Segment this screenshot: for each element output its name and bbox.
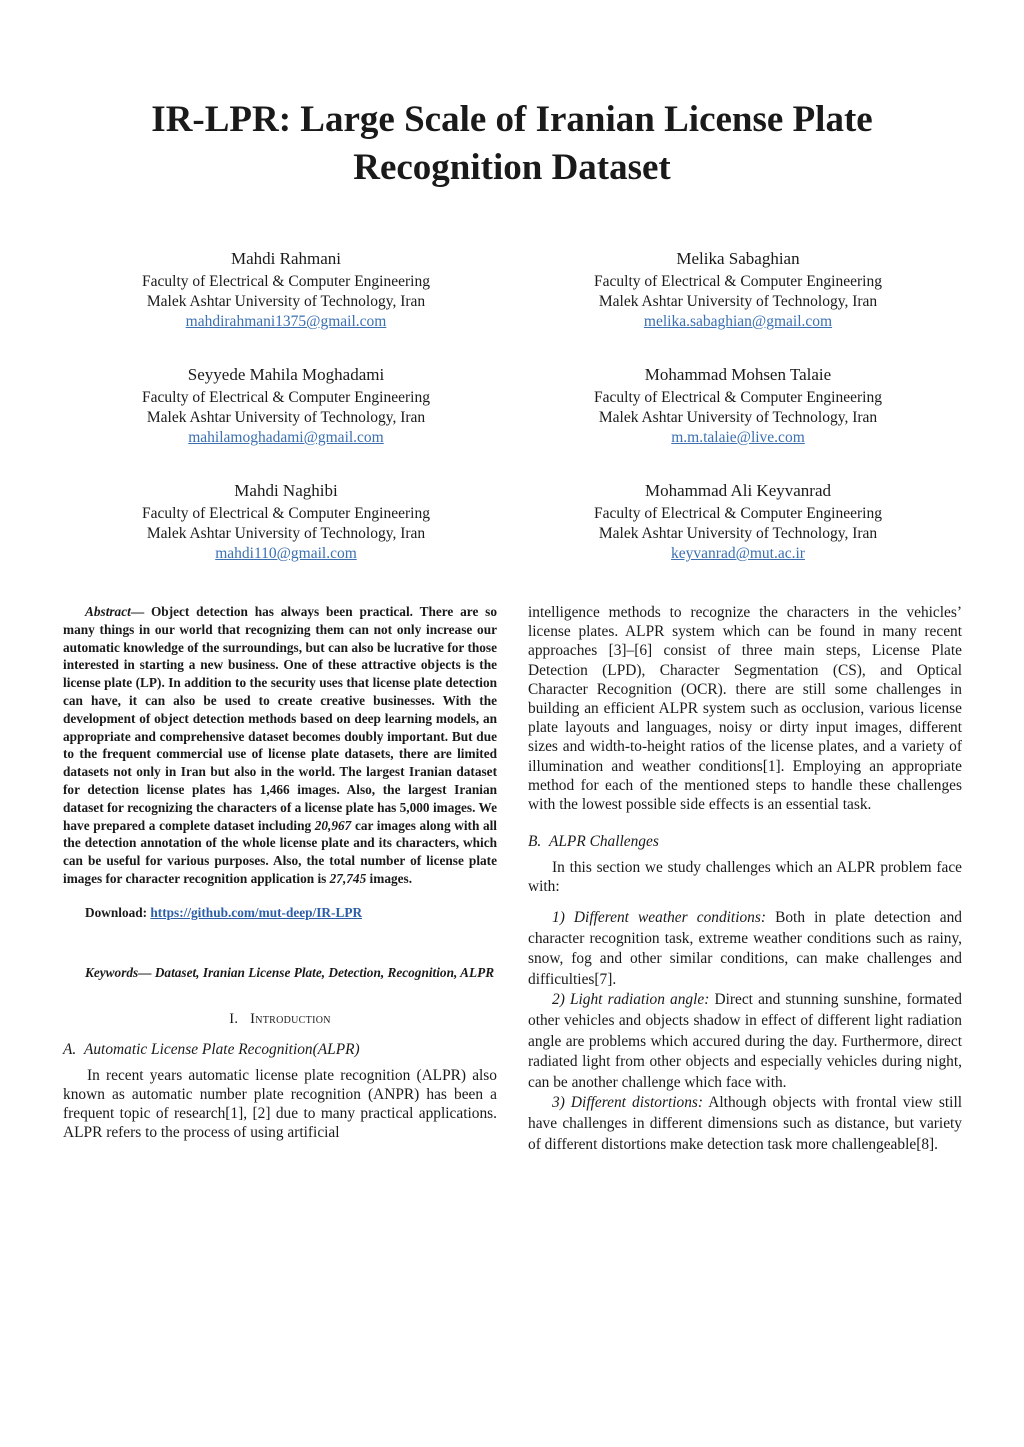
abstract-label: Abstract [85,604,131,619]
challenge-label: 1) Different weather conditions: [552,909,766,927]
author-university: Malek Ashtar University of Technology, Iran [146,525,426,542]
subsection-heading [63,1041,497,1060]
challenge-item [528,1093,962,1155]
author-row [60,248,964,364]
author-name: Mahdi Naghibi [234,481,338,500]
author-name: Mohammad Mohsen Talaie [644,365,832,384]
author-card [60,480,512,596]
section-heading [63,1010,497,1029]
abstract-number: 20,967 [314,817,352,833]
abstract-text: images. [366,870,413,886]
abstract-dash: — [130,604,151,619]
author-email-link[interactable]: mahdi110@gmail.com [215,545,357,562]
subsection-heading [528,832,962,851]
author-name: Mahdi Rahmani [230,249,341,268]
download-link[interactable]: https://github.com/mut-deep/IR-LPR [150,904,363,920]
abstract-number: 27,745 [329,870,367,886]
paper-title: IR-LPR: Large Scale of Iranian License Plate Recognition Dataset [151,99,873,188]
challenge-text: Direct and stunning sunshine, formated other vehicles and objects shadow in effect of different light radiation angle are problems which accured during the day. Furthermore, direct radiated light from other objects and especially vehicles during night, can be another challenge which face with. [528,991,963,1091]
author-name: Seyyede Mahila Moghadami [187,365,385,384]
author-card [512,480,964,596]
subsection-label: A. [63,1040,77,1058]
author-card [512,364,964,480]
author-name: Melika Sabaghian [676,249,800,268]
challenge-label: 2) Light radiation angle: [552,991,710,1009]
right-column [528,603,962,1155]
abstract-text: Object detection has always been practical. There are so many things in our world that recognizing them can not only increase our automatic knowledge of the surroundings, but can also be lucrative for those interested in starting a new business. One of these attractive objects is the license plate (LP). In addition to the security uses that license plate detection can have, it can also be used to create creative businesses. With the development of object detection methods based on deep learning models, an appropriate and comprehensive dataset becomes doubly important. But due to the frequent commercial use of license plate datasets, there are limited datasets not only in Iran but also in the world. The largest Iranian dataset for detection license plates has 1,466 images. Also, the largest Iranian dataset for recognizing the characters of a license plate has 5,000 images. We have prepared a complete dataset including [63,604,497,833]
author-email-link[interactable]: melika.sabaghian@gmail.com [643,313,833,330]
keywords [63,964,497,982]
author-university: Malek Ashtar University of Technology, Iran [598,525,878,542]
subsection-title: Automatic License Plate Recognition(ALPR) [83,1040,360,1058]
author-card [60,364,512,480]
author-card [60,248,512,364]
abstract-text: car images along with all the detection annotation of the whole license plate and its characters, which can be useful for various purposes. Also, the total number of license plate images for character recognition application is [63,817,498,886]
intro-paragraph-continued: intelligence methods to recognize the characters in the vehicles’ license plates. ALPR system which can be found in many recent approaches [3]–[6] consist of three main steps, License Plate Detection (LPD), Character Segmentation (CS), and Optical Character Recognition (OCR). there are still some challenges in building an efficient ALPR system such as occlusion, various license plate layouts and languages, noisy or dirty input images, different sizes and width-to-height ratios of the license plates, and a variety of illumination and weather conditions[1]. Employing an appropriate method for each of the mentioned steps to handle these challenges with the lowest possible side effects is an essential task. [528,604,962,814]
author-row [60,480,964,596]
keywords-label: Keywords— [85,965,155,981]
author-department: Faculty of Electrical & Computer Engineering [142,505,430,522]
author-department: Faculty of Electrical & Computer Engineering [142,273,430,290]
challenges-intro: In this section we study challenges which an ALPR problem face with: [528,858,962,895]
challenge-item [528,908,962,990]
author-department: Faculty of Electrical & Computer Engineering [594,505,882,522]
challenge-label: 3) Different distortions: [552,1094,704,1112]
subsection-title: ALPR Challenges [548,833,659,851]
abstract [63,603,497,888]
section-title: Introduction [250,1011,331,1028]
author-university: Malek Ashtar University of Technology, Iran [146,409,426,426]
author-email-link[interactable]: mahdirahmani1375@gmail.com [185,313,387,330]
left-column [63,603,497,1142]
download-label: Download: [85,904,151,920]
author-university: Malek Ashtar University of Technology, Iran [146,293,426,310]
subsection-label: B. [528,833,542,851]
keywords-text: Dataset, Iranian License Plate, Detection, Recognition, ALPR [154,965,495,981]
author-university: Malek Ashtar University of Technology, Iran [598,293,878,310]
author-department: Faculty of Electrical & Computer Engineering [142,389,430,406]
challenge-text: Although objects with frontal view still have challenges in different dimensions such as distance, but variety of different distortions make detection task more challengeable[8]. [528,1094,962,1153]
author-email-link[interactable]: mahilamoghadami@gmail.com [188,429,384,446]
download-line [63,904,497,923]
author-card [512,248,964,364]
author-block [60,248,964,596]
challenge-text: Both in plate detection and character recognition task, extreme weather conditions such as rainy, snow, fog and other similar conditions, can make challenges and difficulties[7]. [528,909,962,988]
author-name: Mohammad Ali Keyvanrad [644,481,831,500]
author-email-link[interactable]: keyvanrad@mut.ac.ir [671,545,805,562]
section-number: I. [229,1011,239,1028]
author-email-link[interactable]: m.m.talaie@live.com [671,429,805,446]
author-department: Faculty of Electrical & Computer Engineering [594,273,882,290]
author-department: Faculty of Electrical & Computer Engineering [594,389,882,406]
author-row [60,364,964,480]
challenge-item [528,990,962,1093]
intro-paragraph: In recent years automatic license plate recognition (ALPR) also known as automatic number plate recognition (ANPR) has been a frequent topic of research[1], [2] due to many practical applications. ALPR refers to the process of using artificial [63,1066,497,1142]
author-university: Malek Ashtar University of Technology, Iran [598,409,878,426]
